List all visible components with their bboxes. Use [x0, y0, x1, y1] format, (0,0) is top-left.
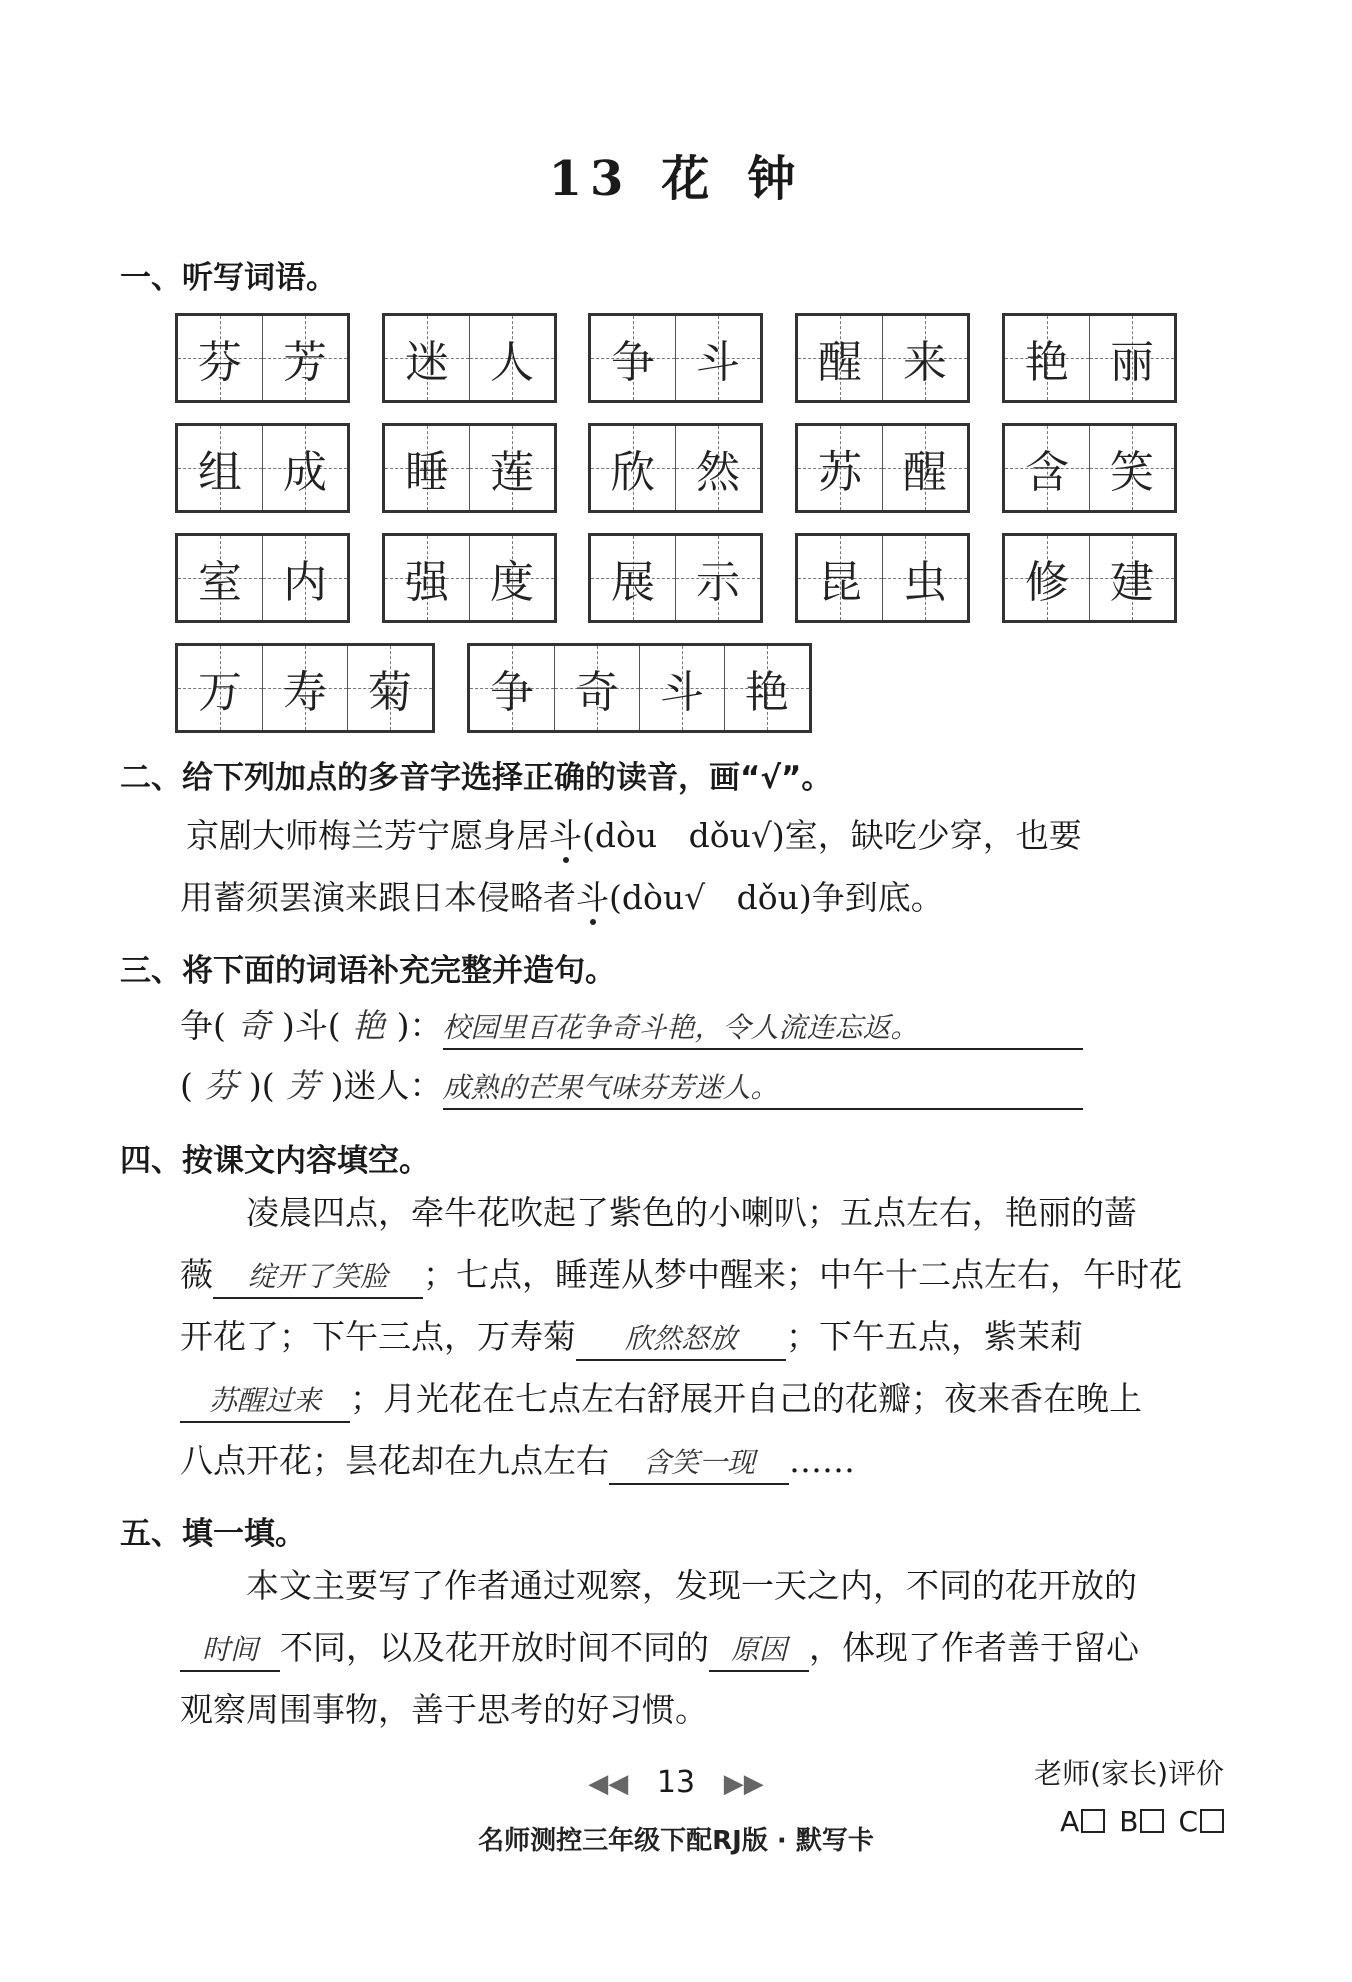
grid-cell [591, 316, 676, 400]
section3-item-1: 争( 奇 )斗( 艳 )：校园里百花争奇斗艳，令人流连忘返。 [180, 995, 1083, 1057]
handwritten-char: 然 [696, 447, 740, 498]
word-grid [382, 423, 557, 513]
handwritten-char: 室 [198, 557, 242, 608]
section5-heading: 五、填一填。 [120, 1516, 306, 1552]
handwritten-char: 寿 [283, 667, 327, 718]
fill-fen: 芬 [204, 1066, 238, 1105]
grade-b-checkbox[interactable] [1140, 1809, 1164, 1833]
grid-cell [640, 646, 725, 730]
section3-heading: 三、将下面的词语补充完整并造句。 [120, 953, 616, 989]
word-grid [175, 533, 350, 623]
word-grid [467, 643, 812, 733]
word-grid [175, 423, 350, 513]
grid-cell [470, 536, 554, 620]
fill-yan: 艳 [352, 1006, 386, 1045]
section2-heading: 二、给下列加点的多音字选择正确的读音，画“√”。 [120, 760, 833, 796]
section1-heading: 一、听写词语。 [120, 260, 337, 296]
section4-line3: 开花了；下午三点，万寿菊 欣然怒放 ；下午五点，紫茉莉 [180, 1306, 1220, 1368]
grade-c-checkbox[interactable] [1200, 1809, 1224, 1833]
handwritten-char: 展 [611, 557, 655, 608]
handwritten-char: 菊 [368, 667, 412, 718]
grid-cell [385, 426, 470, 510]
handwritten-char: 组 [198, 447, 242, 498]
grid-cell [1090, 316, 1174, 400]
handwritten-char: 芬 [198, 337, 242, 388]
word-grid [175, 643, 435, 733]
grid-cell [883, 316, 967, 400]
grid-cell [676, 536, 760, 620]
check-mark-1: √ [750, 816, 772, 855]
word-grid [588, 533, 763, 623]
grid-cell [798, 426, 883, 510]
grid-cell [470, 316, 554, 400]
handwritten-char: 醒 [903, 447, 947, 498]
lesson-number: 13 [548, 151, 632, 207]
grid-cell [798, 536, 883, 620]
grid-cell [178, 316, 263, 400]
grid-cell [348, 646, 432, 730]
handwritten-char: 人 [490, 337, 534, 388]
handwritten-char: 万 [198, 667, 242, 718]
grid-cell [470, 646, 555, 730]
grid-cell [1005, 426, 1090, 510]
fill-1: 绽开了笑脸 [213, 1257, 423, 1299]
sentence-2: 成熟的芒果气味芬芳迷人。 [443, 1068, 1083, 1110]
grid-cell [178, 536, 263, 620]
grid-cell [178, 426, 263, 510]
handwritten-char: 笑 [1110, 447, 1154, 498]
word-grid [1002, 533, 1177, 623]
handwritten-char: 含 [1025, 447, 1069, 498]
check-mark-2: √ [684, 878, 706, 917]
word-grid [382, 533, 557, 623]
grid-cell [263, 426, 347, 510]
next-arrows-icon: ▶▶ [723, 1769, 764, 1799]
grid-cell [591, 536, 676, 620]
section2-paragraph-line2: 用蓄须罢演来跟日本侵略者斗(dòu√ dǒu)争到底。 [180, 878, 944, 917]
grid-cell [725, 646, 809, 730]
handwritten-char: 迷 [405, 337, 449, 388]
handwritten-char: 睡 [405, 447, 449, 498]
grid-cell [1090, 426, 1174, 510]
handwritten-char: 斗 [660, 667, 704, 718]
page-title [0, 140, 1352, 209]
grade-options: A B C [1034, 1798, 1224, 1846]
handwritten-char: 奇 [575, 667, 619, 718]
grid-cell [591, 426, 676, 510]
grid-cell [263, 316, 347, 400]
section4-heading: 四、按课文内容填空。 [120, 1143, 430, 1179]
handwritten-char: 修 [1025, 557, 1069, 608]
section4-line5: 八点开花；昙花却在九点左右 含笑一现 …… [180, 1430, 1220, 1492]
section3-item-2: ( 芬 )( 芳 )迷人：成熟的芒果气味芬芳迷人。 [180, 1055, 1083, 1117]
book-title: 名师测控三年级下配RJ版 · 默写卡 [478, 1826, 874, 1856]
section5-line3: 观察周围事物，善于思考的好习惯。 [180, 1690, 708, 1729]
handwritten-char: 争 [490, 667, 534, 718]
fill-4: 含笑一现 [609, 1443, 789, 1485]
handwritten-char: 虫 [903, 557, 947, 608]
handwritten-char: 艳 [1025, 337, 1069, 388]
word-grid [795, 533, 970, 623]
section5-line1: 本文主要写了作者通过观察，发现一天之内，不同的花开放的 [246, 1566, 1137, 1605]
section4-line4: 苏醒过来 ；月光花在七点左右舒展开自己的花瓣；夜来香在晚上 [180, 1368, 1220, 1430]
grid-cell [883, 426, 967, 510]
handwritten-char: 建 [1110, 557, 1154, 608]
handwritten-char: 示 [696, 557, 740, 608]
handwritten-char: 欣 [611, 447, 655, 498]
word-grid [382, 313, 557, 403]
grid-cell [676, 426, 760, 510]
handwritten-char: 莲 [490, 447, 534, 498]
handwritten-char: 苏 [818, 447, 862, 498]
grid-cell [798, 316, 883, 400]
grid-cell [263, 646, 348, 730]
sentence-1: 校园里百花争奇斗艳，令人流连忘返。 [443, 1008, 1083, 1050]
grid-cell [1005, 316, 1090, 400]
grade-a-checkbox[interactable] [1081, 1809, 1105, 1833]
fill-2: 欣然怒放 [576, 1319, 786, 1361]
word-grid [1002, 313, 1177, 403]
handwritten-char: 芳 [283, 337, 327, 388]
fill-fang: 芳 [286, 1066, 320, 1105]
word-grid [1002, 423, 1177, 513]
grid-cell [178, 646, 263, 730]
handwritten-char: 内 [283, 557, 327, 608]
section2-paragraph: 京剧大师梅兰芳宁愿身居斗(dòu dǒu√)室，缺吃少穿，也要 [186, 816, 1082, 855]
grid-cell [555, 646, 640, 730]
grid-cell [676, 316, 760, 400]
page-number: 13 [656, 1765, 696, 1800]
word-grid [175, 313, 350, 403]
section4-line2: 薇 绽开了笑脸 ；七点，睡莲从梦中醒来；中午十二点左右，午时花 [180, 1244, 1220, 1306]
handwritten-char: 丽 [1110, 337, 1154, 388]
word-grid [588, 313, 763, 403]
fill-qi: 奇 [237, 1006, 271, 1045]
word-grid [795, 313, 970, 403]
handwritten-char: 斗 [696, 337, 740, 388]
title-word-1: 花 [661, 151, 718, 207]
fill-reason: 原因 [709, 1630, 809, 1672]
section5-line2: 时间 不同，以及花开放时间不同的 原因 ，体现了作者善于留心 [180, 1617, 1220, 1679]
handwritten-char: 争 [611, 337, 655, 388]
evaluation-box [1034, 1750, 1224, 1846]
section4-line1: 凌晨四点，牵牛花吹起了紫色的小喇叭；五点左右，艳丽的蔷 [246, 1193, 1137, 1232]
fill-3: 苏醒过来 [180, 1381, 350, 1423]
handwritten-char: 度 [490, 557, 534, 608]
grid-cell [1005, 536, 1090, 620]
fill-time: 时间 [180, 1630, 280, 1672]
evaluation-label: 老师(家长)评价 [1034, 1757, 1224, 1790]
grid-cell [1090, 536, 1174, 620]
dotted-char-1: 斗 [549, 816, 582, 855]
handwritten-char: 昆 [818, 557, 862, 608]
handwritten-char: 成 [283, 447, 327, 498]
title-word-2: 钟 [747, 151, 804, 207]
word-grid [795, 423, 970, 513]
handwritten-char: 醒 [818, 337, 862, 388]
grid-cell [385, 536, 470, 620]
handwritten-char: 艳 [745, 667, 789, 718]
grid-cell [883, 536, 967, 620]
grid-cell [470, 426, 554, 510]
dotted-char-2: 斗 [576, 878, 609, 917]
grid-cell [263, 536, 347, 620]
word-grid [588, 423, 763, 513]
prev-arrows-icon: ◀◀ [588, 1769, 629, 1799]
handwritten-char: 强 [405, 557, 449, 608]
grid-cell [385, 316, 470, 400]
handwritten-char: 来 [903, 337, 947, 388]
